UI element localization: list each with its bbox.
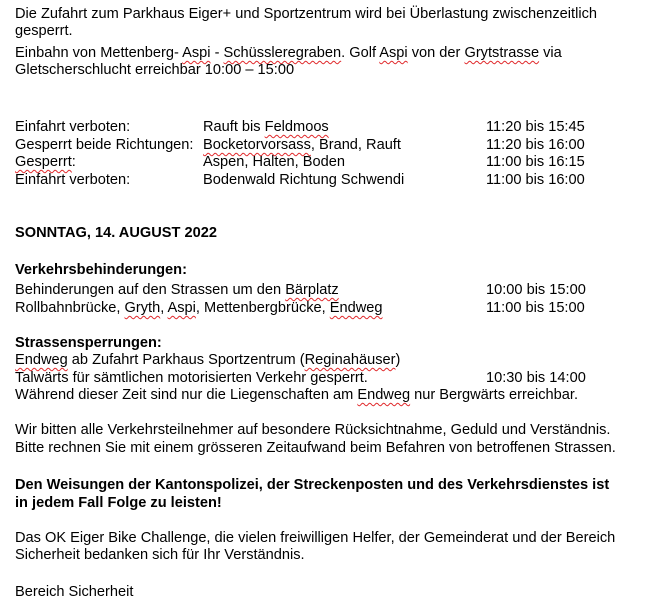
restriction-row: Gesperrt beide Richtungen: Bocketorvorsass, Brand, Rauft 11:20 bis 16:00 — [15, 137, 585, 153]
hindrances-heading: Verkehrsbehinderungen: — [15, 262, 187, 278]
signature: Bereich Sicherheit — [15, 584, 134, 600]
restriction-row: Einfahrt verboten: Rauft bis Feldmoos 11:20 bis 15:45 — [15, 119, 585, 135]
request-line-2: Bitte rechnen Sie mit einem grösseren Zeitaufwand beim Befahren von betroffenen Strassen. — [15, 440, 616, 456]
closure-line-2: Talwärts für sämtlichen motorisierten Verkehr gesperrt. 10:30 bis 14:00 — [15, 370, 586, 386]
restriction-row: Einfahrt verboten: Bodenwald Richtung Schwendi 11:00 bis 16:00 — [15, 172, 585, 188]
intro-line-1: Die Zufahrt zum Parkhaus Eiger+ und Sportzentrum wird bei Überlastung zwischenzeitlich — [15, 6, 597, 22]
intro-line-3: Einbahn von Mettenberg- Aspi - Schüssleregraben. Golf Aspi von der Grytstrasse via — [15, 45, 562, 61]
intro-line-4: Gletscherschlucht erreichbar 10:00 – 15:00 — [15, 62, 295, 78]
restriction-row: Gesperrt: Aspen, Halten, Boden 11:00 bis 16:15 — [15, 154, 585, 170]
request-line-1: Wir bitten alle Verkehrsteilnehmer auf besondere Rücksichtnahme, Geduld und Verständnis. — [15, 422, 611, 438]
hindrance-row: Rollbahnbrücke, Gryth, Aspi, Mettenbergbrücke, Endweg 11:00 bis 15:00 — [15, 300, 585, 316]
sunday-heading: SONNTAG, 14. AUGUST 2022 — [15, 225, 217, 241]
closure-line-1: Endweg ab Zufahrt Parkhaus Sportzentrum (Reginahäuser) — [15, 352, 401, 368]
warning-line-2: in jedem Fall Folge zu leisten! — [15, 495, 222, 511]
warning-line-1: Den Weisungen der Kantonspolizei, der Streckenposten und des Verkehrsdienstes ist — [15, 477, 610, 493]
thanks-line-2: Sicherheit bedanken sich für Ihr Verständnis. — [15, 547, 305, 563]
hindrance-row: Behinderungen auf den Strassen um den Bärplatz 10:00 bis 15:00 — [15, 282, 586, 298]
closures-heading: Strassensperrungen: — [15, 335, 162, 351]
intro-line-2: gesperrt. — [15, 23, 73, 39]
closure-line-3: Während dieser Zeit sind nur die Liegenschaften am Endweg nur Bergwärts erreichbar. — [15, 387, 578, 403]
thanks-line-1: Das OK Eiger Bike Challenge, die vielen freiwilligen Helfer, der Gemeinderat und der Bereich — [15, 530, 616, 546]
